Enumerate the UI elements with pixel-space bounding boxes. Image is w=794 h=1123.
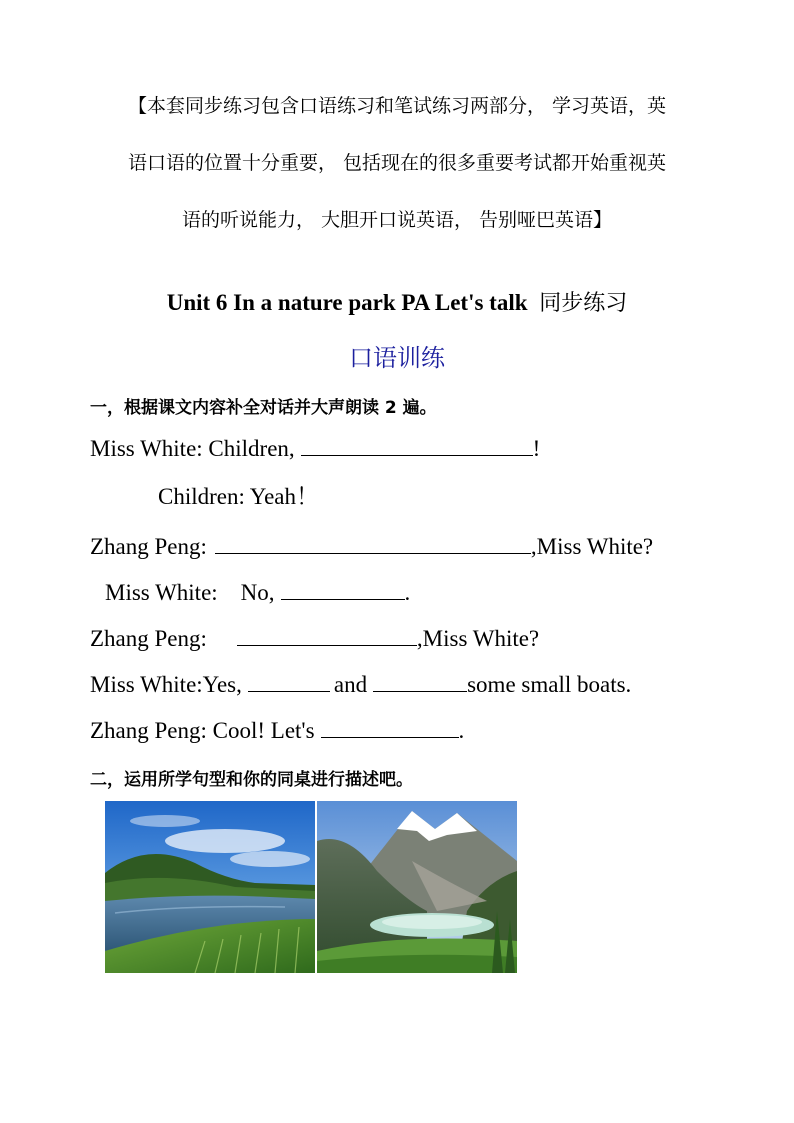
dialog-line-1-prefix: Miss White: Children, xyxy=(90,436,295,461)
dialog-line-3-suffix: ,Miss White? xyxy=(530,534,654,559)
intro-paragraph xyxy=(88,78,706,249)
river-photo xyxy=(105,801,315,973)
photo-row xyxy=(105,801,517,973)
dialog-line-4 xyxy=(105,577,410,607)
blank-3[interactable] xyxy=(281,577,405,600)
dialog-line-5-prefix: Zhang Peng: xyxy=(90,626,207,651)
dialog-line-4-prefix: Miss White: No, xyxy=(105,580,275,605)
dialog-line-1 xyxy=(90,433,540,463)
blank-5[interactable] xyxy=(248,669,330,692)
page-title xyxy=(0,286,794,317)
dialog-line-3 xyxy=(90,531,653,561)
intro-line-1: 【本套同步练习包含口语练习和笔试练习两部分， 学习英语，英 xyxy=(127,95,667,117)
blank-2[interactable] xyxy=(215,531,531,554)
title-chinese: 同步练习 xyxy=(539,291,628,316)
dialog-line-5 xyxy=(90,623,539,653)
dialog-line-6 xyxy=(90,669,631,699)
blank-7[interactable] xyxy=(321,715,459,738)
dialog-line-4-suffix: . xyxy=(404,580,411,605)
dialog-line-2: Children: Yeah！ xyxy=(158,484,319,509)
mountain-lake-photo xyxy=(317,801,517,973)
dialog-line-6-suffix: some small boats. xyxy=(467,672,632,697)
blank-4[interactable] xyxy=(237,623,417,646)
blank-1[interactable] xyxy=(301,433,533,456)
blank-6[interactable] xyxy=(373,669,467,692)
dialog-line-7 xyxy=(90,715,464,745)
dialog-line-1-suffix: ! xyxy=(532,436,541,461)
dialog-line-6-prefix: Miss White:Yes, xyxy=(90,672,242,697)
dialog-line-6-mid: and xyxy=(333,672,368,697)
section-1-heading: 一，根据课文内容补全对话并大声朗读 2 遍。 xyxy=(90,398,437,418)
page-subtitle: 口语训练 xyxy=(349,344,445,372)
intro-line-2: 语口语的位置十分重要， 包括现在的很多重要考试都开始重视英 xyxy=(127,152,667,174)
dialog-line-7-suffix: . xyxy=(458,718,465,743)
dialog-line-3-prefix: Zhang Peng: xyxy=(90,534,207,559)
title-english: Unit 6 In a nature park PA Let's talk xyxy=(166,290,528,315)
dialog-line-7-prefix: Zhang Peng: Cool! Let's xyxy=(90,718,315,743)
intro-line-3: 语的听说能力， 大胆开口说英语， 告别哑巴英语】 xyxy=(181,209,613,231)
section-2-heading: 二，运用所学句型和你的同桌进行描述吧。 xyxy=(90,770,413,790)
dialog-line-5-suffix: ,Miss White? xyxy=(416,626,540,651)
